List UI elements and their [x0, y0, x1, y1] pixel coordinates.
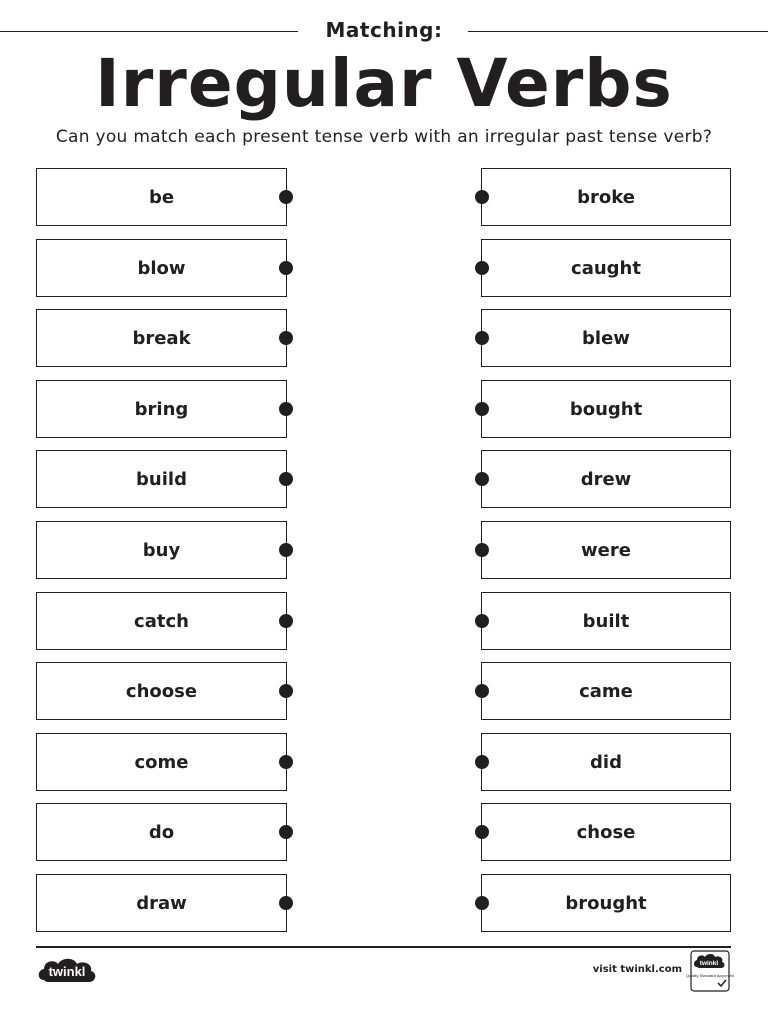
past-verb-label: were	[581, 539, 631, 561]
present-verb-label: break	[132, 327, 191, 349]
present-connector-dot[interactable]	[279, 684, 293, 698]
instruction-text: Can you match each present tense verb with an irregular past tense verb?	[55, 127, 713, 147]
present-verb-box[interactable]	[36, 521, 287, 579]
past-verb-box[interactable]	[481, 803, 731, 861]
past-verb-label: brought	[565, 892, 647, 914]
present-connector-dot[interactable]	[279, 896, 293, 910]
present-connector-dot[interactable]	[279, 614, 293, 628]
past-verb-box[interactable]	[481, 874, 731, 932]
past-connector-dot[interactable]	[475, 402, 489, 416]
past-verb-box[interactable]	[481, 592, 731, 650]
present-connector-dot[interactable]	[279, 190, 293, 204]
past-verb-label: chose	[576, 821, 636, 843]
present-connector-dot[interactable]	[279, 261, 293, 275]
past-verb-box[interactable]	[481, 733, 731, 791]
past-verb-label: broke	[577, 186, 635, 208]
present-verb-label: buy	[142, 539, 181, 561]
present-verb-box[interactable]	[36, 380, 287, 438]
badge-label: Quality Standard Approved	[686, 973, 734, 978]
present-verb-box[interactable]	[36, 874, 287, 932]
present-verb-label: blow	[137, 257, 186, 279]
past-verb-box[interactable]	[481, 309, 731, 367]
present-verb-box[interactable]	[36, 168, 287, 226]
present-verb-box[interactable]	[36, 733, 287, 791]
past-connector-dot[interactable]	[475, 684, 489, 698]
past-connector-dot[interactable]	[475, 896, 489, 910]
visit-link[interactable]: visit twinkl.com	[592, 964, 682, 975]
past-verb-box[interactable]	[481, 380, 731, 438]
past-verb-label: caught	[571, 257, 641, 279]
quality-badge	[686, 950, 734, 992]
present-verb-box[interactable]	[36, 662, 287, 720]
past-verb-box[interactable]	[481, 521, 731, 579]
past-verb-label: came	[579, 680, 633, 702]
footer-rule	[36, 946, 731, 948]
present-verb-label: catch	[134, 610, 189, 632]
present-verb-box[interactable]	[36, 450, 287, 508]
present-connector-dot[interactable]	[279, 331, 293, 345]
past-verb-label: bought	[569, 398, 643, 420]
badge-brand: twinkl	[699, 960, 719, 967]
past-verb-box[interactable]	[481, 168, 731, 226]
present-verb-box[interactable]	[36, 309, 287, 367]
past-verb-box[interactable]	[481, 239, 731, 297]
past-verb-label: blew	[582, 327, 630, 349]
worksheet-kicker: Matching:	[325, 18, 443, 42]
past-connector-dot[interactable]	[475, 472, 489, 486]
past-verb-box[interactable]	[481, 662, 731, 720]
present-connector-dot[interactable]	[279, 825, 293, 839]
present-verb-label: do	[148, 821, 175, 843]
past-connector-dot[interactable]	[475, 614, 489, 628]
past-connector-dot[interactable]	[475, 261, 489, 275]
present-verb-label: choose	[125, 680, 198, 702]
present-verb-box[interactable]	[36, 592, 287, 650]
present-verb-label: draw	[136, 892, 187, 914]
logo-text: twinkl	[48, 964, 86, 979]
present-connector-dot[interactable]	[279, 543, 293, 557]
past-verb-box[interactable]	[481, 450, 731, 508]
past-connector-dot[interactable]	[475, 543, 489, 557]
past-connector-dot[interactable]	[475, 825, 489, 839]
page-title: Irregular Verbs	[95, 45, 673, 122]
present-verb-label: build	[136, 468, 187, 490]
past-verb-label: drew	[580, 468, 632, 490]
past-verb-label: did	[590, 751, 622, 773]
past-connector-dot[interactable]	[475, 755, 489, 769]
twinkl-logo	[36, 954, 98, 988]
present-connector-dot[interactable]	[279, 755, 293, 769]
present-verb-label: come	[134, 751, 189, 773]
present-verb-label: be	[148, 186, 175, 208]
past-connector-dot[interactable]	[475, 190, 489, 204]
present-connector-dot[interactable]	[279, 402, 293, 416]
present-verb-label: bring	[134, 398, 189, 420]
present-verb-box[interactable]	[36, 239, 287, 297]
past-verb-label: built	[582, 610, 630, 632]
past-connector-dot[interactable]	[475, 331, 489, 345]
present-connector-dot[interactable]	[279, 472, 293, 486]
present-verb-box[interactable]	[36, 803, 287, 861]
